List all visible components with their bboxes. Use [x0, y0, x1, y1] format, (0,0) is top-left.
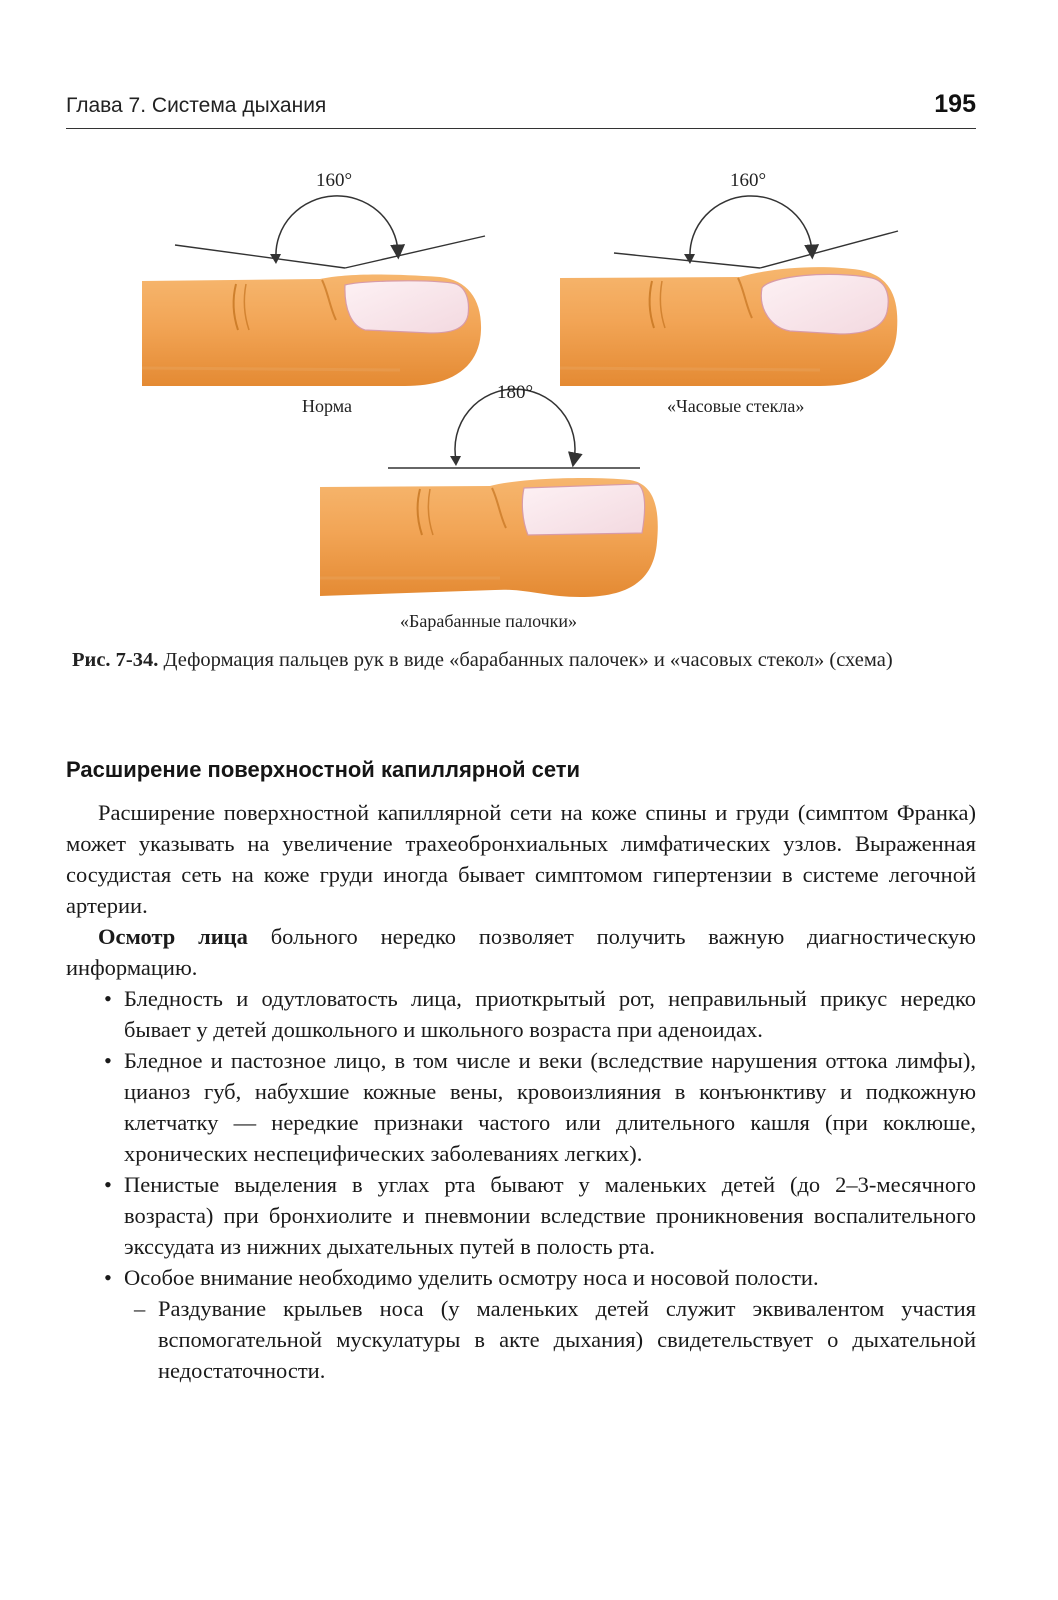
angle-label-watch: 160° [730, 170, 767, 191]
body-text [66, 797, 976, 1386]
finger-clubbing [320, 389, 658, 597]
label-watch-glass: «Часовые стекла» [667, 396, 805, 416]
paragraph-text: больного нередко позволяет получить важную диагностическую информацию. [66, 924, 976, 980]
list-item [66, 1262, 976, 1386]
list-item: • Бледное и пастозное лицо, в том числе и веки (вследствие нарушения оттока лимфы), цианоз губ, набухшие кожные вены, кровоизлияния в конъюнктиву и подкожную клетчатку — нередкие признаки частого или длительного кашля (при коклюше, хронических неспецифических заболеваниях легких). [66, 1045, 976, 1169]
list-item-text: Особое внимание необходимо уделить осмотру носа и носовой полости. [124, 1265, 819, 1290]
label-norm: Норма [302, 396, 352, 416]
caption-number: Рис. 7-34. [72, 649, 159, 671]
running-title: Глава 7. Система дыхания [66, 94, 327, 117]
figure-caption [72, 645, 972, 676]
finger-watch-glass [560, 196, 898, 386]
list-item: • Пенистые выделения в углах рта бывают у маленьких детей (до 2–3-месячного возраста) при бронхиолите и пневмонии вследствие проникновения воспалительного экссудата из нижних дыхательных путей в полость рта. [66, 1169, 976, 1262]
sub-list-item: – Раздувание крыльев носа (у маленьких детей служит эквивалентом участия вспомогательной мускулатуры в акте дыхания) свидетельствует о дыхательной недостаточности. [124, 1293, 976, 1386]
bold-term: Осмотр лица [98, 924, 248, 949]
section-heading: Расширение поверхностной капиллярной сети [66, 757, 581, 782]
sub-list [124, 1293, 976, 1386]
page-header [66, 92, 976, 129]
paragraph [66, 921, 976, 983]
paragraph: Расширение поверхностной капиллярной сети на коже спины и груди (симптом Франка) может указывать на увеличение трахеобронхиальных лимфатических узлов. Выраженная сосудистая сеть на коже груди иногда бывает симптомом гипертензии в системе легочной артерии. [66, 800, 976, 918]
caption-text: Деформация пальцев рук в виде «барабанных палочек» и «часовых стекол» (схема) [158, 649, 893, 671]
list-item: • Бледность и одутловатость лица, приоткрытый рот, неправильный прикус нередко бывает у детей дошкольного и школьного возраста при аденоидах. [66, 983, 976, 1045]
angle-label-norm: 160° [316, 170, 353, 191]
finger-norm [142, 196, 485, 386]
angle-label-clubbing: 180° [497, 382, 534, 403]
page-number: 195 [934, 90, 976, 118]
bullet-list [66, 983, 976, 1386]
label-clubbing: «Барабанные палочки» [400, 611, 578, 631]
figure-7-34 [0, 150, 1058, 650]
